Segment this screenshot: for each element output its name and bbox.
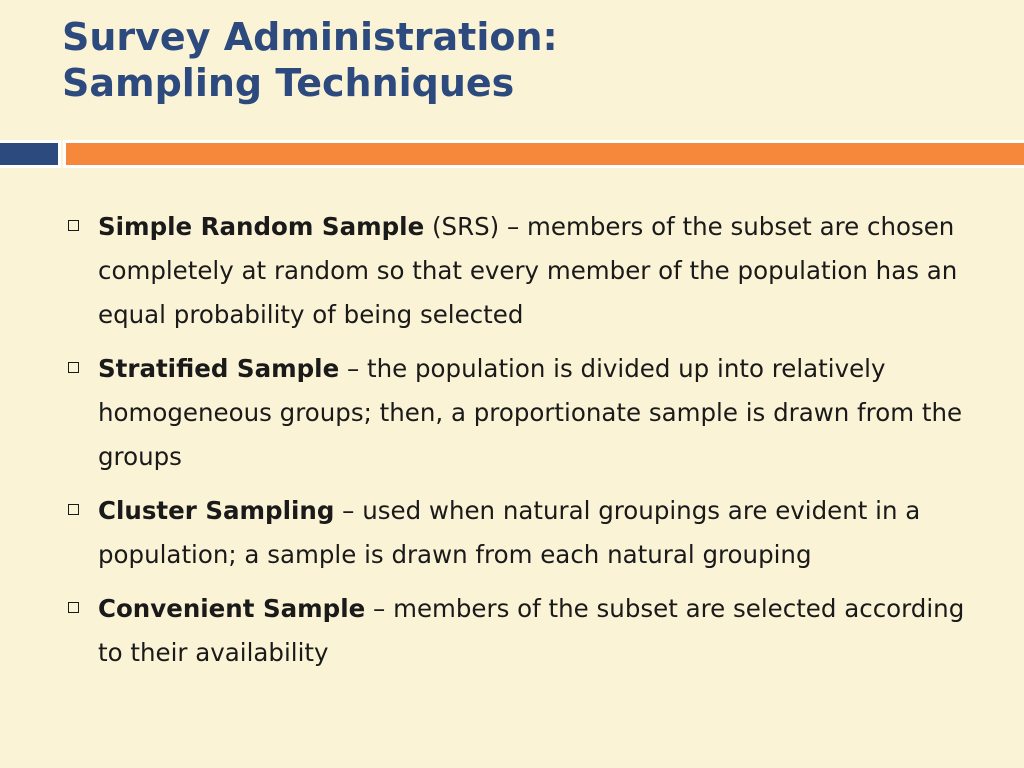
bullet-term: Convenient Sample	[98, 594, 366, 623]
bullet-text: – members of the subset are selected according to their availability	[98, 594, 965, 667]
bullet-text: – the population is divided up into relatively homogeneous groups; then, a proportionate sample is drawn from the groups	[98, 354, 963, 471]
bullet-item-stratified-sample	[62, 347, 982, 479]
square-bullet-icon	[68, 504, 79, 515]
bullet-item-convenient-sample	[62, 587, 982, 675]
bullet-list	[62, 205, 982, 685]
title-divider	[0, 138, 1024, 170]
square-bullet-icon	[68, 362, 79, 373]
slide-title	[62, 14, 558, 106]
bullet-term: Cluster Sampling	[98, 496, 335, 525]
bullet-item-cluster-sampling	[62, 489, 982, 577]
slide-title-line-2: Sampling Techniques	[62, 61, 515, 105]
square-bullet-icon	[68, 220, 79, 231]
divider-orange-bar	[66, 143, 1024, 165]
divider-blue-block	[0, 143, 58, 165]
bullet-text: (SRS) – members of the subset are chosen completely at random so that every member of the population has an equal probability of being selected	[98, 212, 958, 329]
bullet-text: – used when natural groupings are evident in a population; a sample is drawn from each natural grouping	[98, 496, 921, 569]
square-bullet-icon	[68, 602, 79, 613]
slide-title-line-1: Survey Administration:	[62, 15, 558, 59]
bullet-term: Simple Random Sample	[98, 212, 425, 241]
bullet-term: Stratified Sample	[98, 354, 340, 383]
bullet-item-simple-random-sample	[62, 205, 982, 337]
